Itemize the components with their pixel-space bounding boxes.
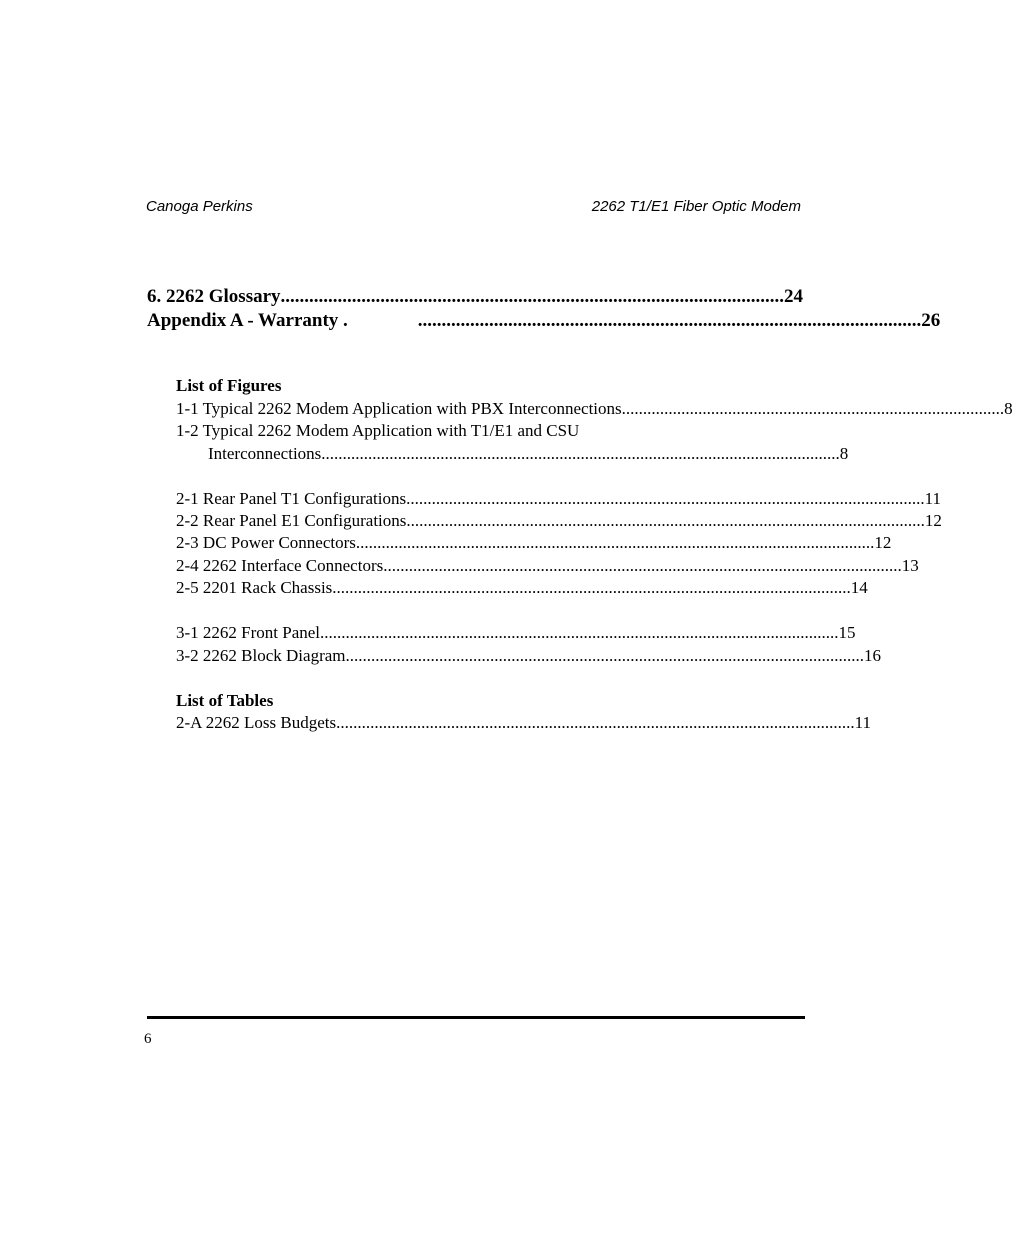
page-number: 6 <box>144 1031 152 1047</box>
list-item[interactable]: 2-A 2262 Loss Budgets .......................................................................................................................... 11 <box>176 713 871 732</box>
list-item[interactable]: Interconnections .......................................................................................................................... 8 <box>208 444 849 463</box>
dot-leader: .......................................................................................................................... <box>406 511 925 530</box>
toc-entry-label: Appendix A - Warranty . <box>147 310 348 331</box>
list-item[interactable]: 2-4 2262 Interface Connectors .......................................................................................................................... 13 <box>176 556 919 575</box>
dot-leader: .......................................................................................................................... <box>321 444 840 463</box>
list-item[interactable]: 2-1 Rear Panel T1 Configurations .......................................................................................................................... 11 <box>176 489 941 508</box>
toc-entry-label: 6. 2262 Glossary <box>147 286 281 307</box>
dot-leader: .......................................................................................................................... <box>320 623 839 642</box>
toc-entry-page: 26 <box>921 310 941 331</box>
dot-leader: .......................................................................................................................... <box>355 533 875 552</box>
list-item[interactable]: 2-5 2201 Rack Chassis .......................................................................................................................... 14 <box>176 578 868 597</box>
list-item[interactable]: 2-2 Rear Panel E1 Configurations .......................................................................................................................... 12 <box>176 511 942 530</box>
dot-leader: .......................................................................................................................... <box>332 578 851 597</box>
dot-leader: .......................................................................................................................... <box>345 646 864 665</box>
running-header-title: 2262 T1/E1 Fiber Optic Modem <box>591 198 801 215</box>
list-of-figures-title: List of Figures <box>176 376 282 395</box>
dot-leader: .......................................................................................................... <box>280 286 785 307</box>
list-item[interactable]: 1-1 Typical 2262 Modem Application with PBX Interconnections .......................................................................................... 8 <box>176 399 1013 418</box>
toc-entry-warranty[interactable] <box>147 310 941 332</box>
list-item[interactable]: 1-2 Typical 2262 Modem Application with T1/E1 and CSU <box>176 421 580 440</box>
footer-rule <box>147 1016 805 1019</box>
dot-leader: .......................................................................................................... <box>417 310 922 331</box>
dot-leader: .......................................................................................... <box>621 399 1005 418</box>
list-item[interactable]: 3-1 2262 Front Panel .......................................................................................................................... 15 <box>176 623 856 642</box>
toc-entry-glossary[interactable] <box>147 286 804 308</box>
list-of-tables-title: List of Tables <box>176 691 274 710</box>
list-item[interactable]: 2-3 DC Power Connectors .......................................................................................................................... 12 <box>176 533 892 552</box>
dot-leader: .......................................................................................................................... <box>406 489 925 508</box>
list-item[interactable]: 3-2 2262 Block Diagram .......................................................................................................................... 16 <box>176 646 881 665</box>
toc-entry-page: 24 <box>784 286 804 307</box>
dot-leader: .......................................................................................................................... <box>336 713 855 732</box>
running-header-company: Canoga Perkins <box>146 198 253 215</box>
dot-leader: .......................................................................................................................... <box>383 556 902 575</box>
